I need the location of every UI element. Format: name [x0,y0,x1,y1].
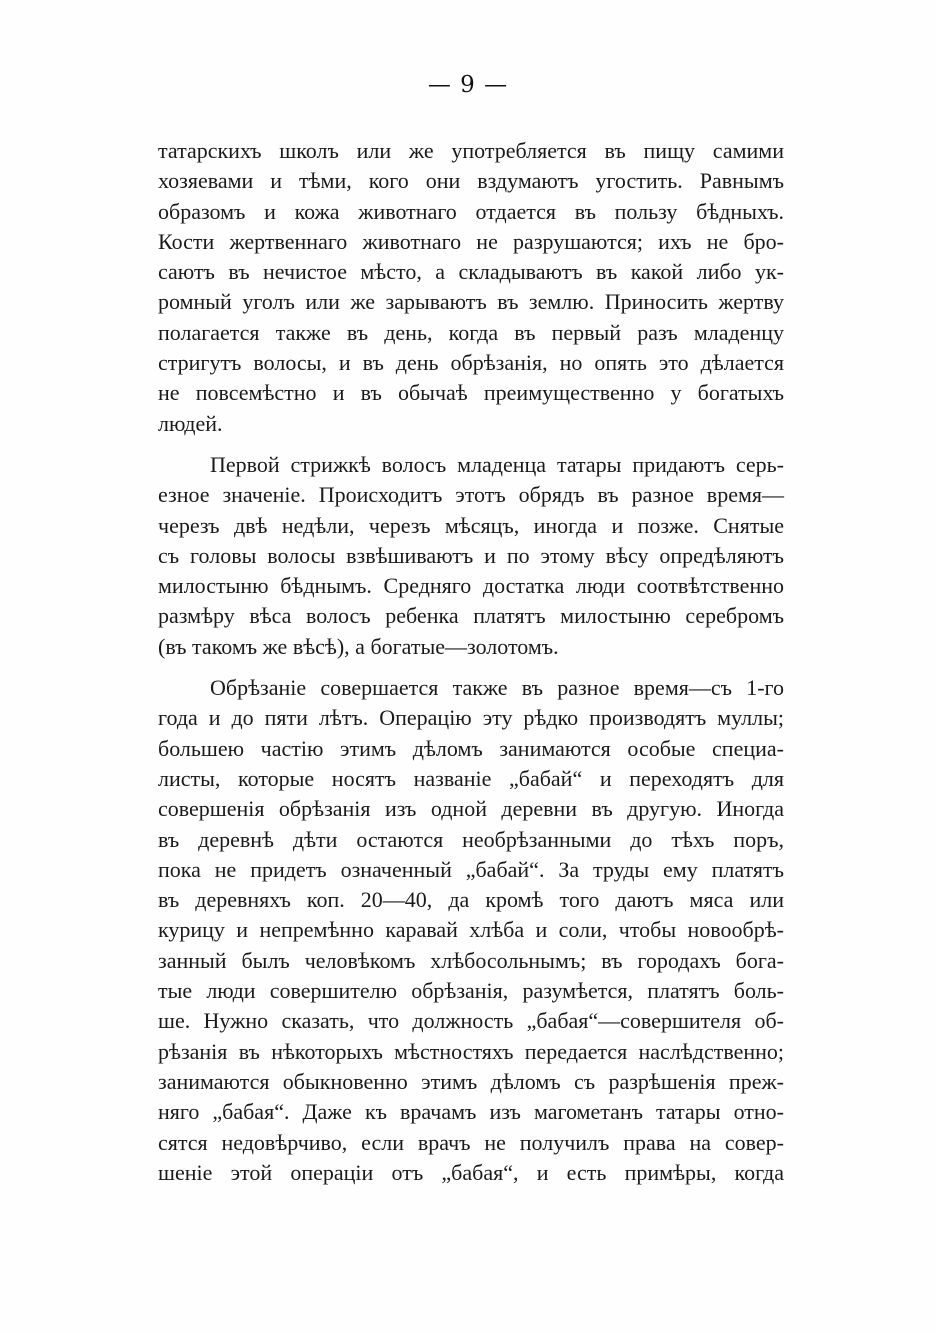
text-line: (въ такомъ же вѣсѣ), а богатые—золотомъ. [158,633,559,659]
text-line: рѣзанія въ нѣкоторыхъ мѣстностяхъ передается наслѣдственно; [158,1038,784,1064]
text-line: курицу и непремѣнно каравай хлѣба и соли, чтобы новообрѣ- [158,917,784,943]
text-line: людей. [158,410,223,436]
text-line: езное значеніе. Происходитъ этотъ обрядъ въ разное время— [158,482,784,508]
text-line: няго „бабая“. Даже къ врачамъ изъ магометанъ татары отно- [158,1099,784,1125]
text-line: въ деревнѣ дѣти остаются необрѣзанными до тѣхъ поръ, [158,826,784,852]
text-line: не повсемѣстно и въ обычаѣ преимущественно у богатыхъ [158,380,784,406]
text-line: полагается также въ день, когда въ первый разъ младенцу [158,319,784,345]
text-line: совершенія обрѣзанія изъ одной деревни въ другую. Иногда [158,796,784,822]
text-line: стригутъ волосы, и въ день обрѣзанія, но опять это дѣлается [158,350,784,376]
text-line: года и до пяти лѣтъ. Операцію эту рѣдко производятъ муллы; [158,705,784,731]
text-line: пока не придетъ означенный „бабай“. За труды ему платятъ [158,856,784,882]
text-line: Кости жертвеннаго животнаго не разрушаются; ихъ не бро- [158,228,784,254]
text-line: хозяевами и тѣми, кого они вздумаютъ угостить. Равнымъ [158,168,784,194]
text-line: саютъ въ нечистое мѣсто, а складываютъ въ какой либо ук- [158,259,784,285]
text-line: съ головы волосы взвѣшиваютъ и по этому вѣсу опредѣляютъ [158,542,784,568]
text-line: Обрѣзаніе совершается также въ разное время—съ 1-го [210,675,784,701]
paragraph [158,673,784,1188]
text-line: занимаются обыкновенно этимъ дѣломъ съ разрѣшенія преж- [158,1068,784,1094]
text-line: листы, которые носятъ названіе „бабай“ и переходятъ для [158,765,784,791]
text-line: милостыню бѣднымъ. Средняго достатка люди соотвѣтственно [158,573,784,599]
text-line: въ деревняхъ коп. 20—40, да кромѣ того даютъ мяса или [158,887,784,913]
page-number: — 9 — [427,72,509,98]
text-line: ромный уголъ или же зарываютъ въ землю. Приносить жертву [158,289,784,315]
text-line: тые люди совершителю обрѣзанія, разумѣется, платятъ боль- [158,978,784,1004]
text-line: шеніе этой операціи отъ „бабая“, и есть примѣры, когда [158,1159,784,1185]
text-line: сятся недовѣрчиво, если врачъ не получилъ права на совер- [158,1129,784,1155]
text-line: образомъ и кожа животнаго отдается въ пользу бѣдныхъ. [158,198,784,224]
paragraph [158,136,784,439]
text-line: татарскихъ школъ или же употребляется въ пищу самими [158,138,784,163]
text-line: черезъ двѣ недѣли, черезъ мѣсяцъ, иногда и позже. Снятые [158,512,784,538]
text-line: размѣру вѣса волосъ ребенка платятъ милостыню серебромъ [158,603,784,629]
text-line: ше. Нужно сказать, что должность „бабая“—совершителя об- [158,1008,784,1034]
paragraph [158,450,784,662]
text-line: занный былъ человѣкомъ хлѣбосольнымъ; въ городахъ бога- [158,947,784,973]
body-text [158,136,784,1188]
text-line: Первой стрижкѣ волосъ младенца татары придаютъ серь- [210,451,784,477]
text-line: большею частію этимъ дѣломъ занимаются особые специа- [158,735,784,761]
